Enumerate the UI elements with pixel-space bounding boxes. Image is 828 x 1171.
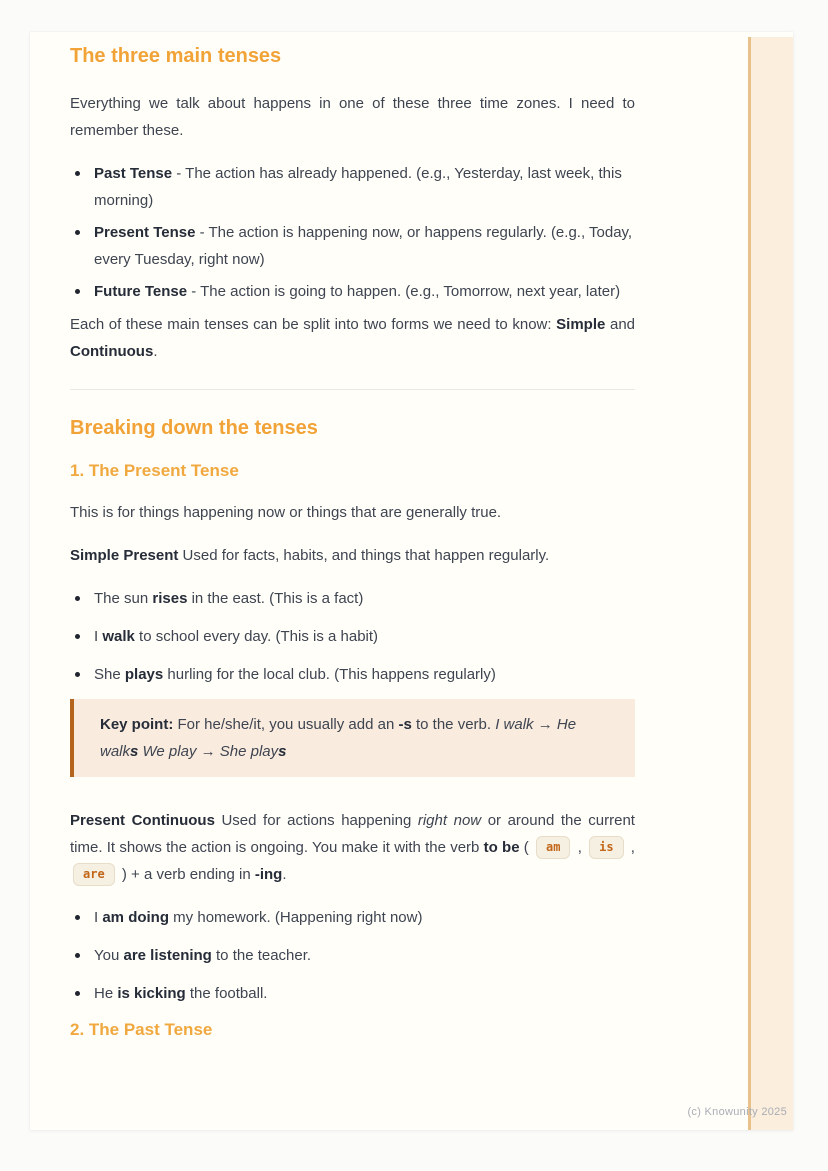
keypoint-text: Key point: For he/she/it, you usually add an -s to the verb. I walk → He walks We play → She plays [100,716,577,760]
inline-code-badge: is [589,836,623,859]
heading-breaking-down: Breaking down the tenses [70,417,318,439]
section-divider [70,389,635,390]
list-item-plays: She plays hurling for the local club. (This happens regularly) [70,661,635,688]
watermark: (c) Knowunity 2025 [687,1106,787,1118]
list-item-walk: I walk to school every day. (This is a habit) [70,623,635,650]
heading-past-tense: 2. The Past Tense [70,1020,213,1039]
list-item-is-kicking: He is kicking the football. [70,980,635,1007]
list-item-are-listening: You are listening to the teacher. [70,942,635,969]
list-item-am-doing: I am doing my homework. (Happening right now) [70,904,635,931]
list-item-present-tense: Present Tense - The action is happening now, or happens regularly. (e.g., Today, every Tuesday, right now) [70,219,635,273]
list-item-rises: The sun rises in the east. (This is a fact) [70,585,635,612]
list-item-past-tense: Past Tense - The action has already happened. (e.g., Yesterday, last week, this morning) [70,160,635,214]
inline-code-badge: am [536,836,570,859]
split-forms-paragraph: Each of these main tenses can be split into two forms we need to know: Simple and Continuous. [70,316,636,360]
present-continuous-list [70,904,635,1007]
present-continuous-paragraph: Present Continuous Used for actions happening right now or around the current time. It shows the action is ongoing. You make it with the verb to be ( am , is , are ) + a verb ending in -ing. [70,807,635,888]
keypoint-callout [70,699,635,777]
simple-present-list [70,585,635,688]
simple-present-paragraph: Simple Present Used for facts, habits, and things that happen regularly. [70,547,550,564]
present-intro-paragraph: This is for things happening now or things that are generally true. [70,504,502,521]
list-item-future-tense: Future Tense - The action is going to happen. (e.g., Tomorrow, next year, later) [70,278,635,305]
tense-list [70,160,635,305]
intro-paragraph: Everything we talk about happens in one of these three time zones. I need to remember these. [70,95,635,139]
heading-present-tense: 1. The Present Tense [70,461,239,480]
heading-three-main-tenses: The three main tenses [70,45,282,67]
page-content [30,32,793,1041]
inline-code-badge: are [73,863,115,886]
notes-page [30,32,793,1130]
